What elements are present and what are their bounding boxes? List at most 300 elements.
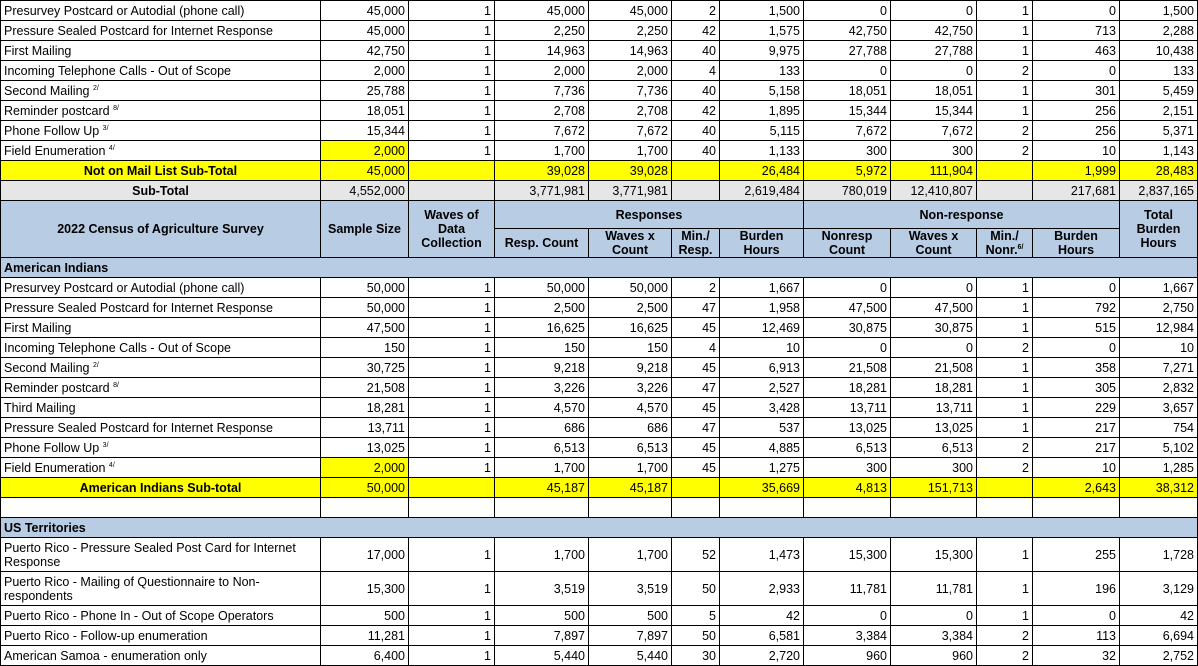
- row-label: [1, 458, 321, 478]
- row-label: [1, 538, 321, 572]
- cell: 2,000: [495, 61, 589, 81]
- table-row: [1, 141, 1198, 161]
- row-label: [1, 21, 321, 41]
- row-label-text: Reminder postcard: [4, 103, 114, 118]
- cell: 1: [409, 418, 495, 438]
- cell: 229: [1033, 398, 1120, 418]
- header-nonresp-count: Nonresp Count: [804, 229, 891, 258]
- table-row: [1, 378, 1198, 398]
- row-label: [1, 418, 321, 438]
- row-label: [1, 121, 321, 141]
- cell: 52: [672, 538, 720, 572]
- cell: [977, 478, 1033, 498]
- cell: 1: [409, 438, 495, 458]
- cell: 4,570: [589, 398, 672, 418]
- table-row: [1, 298, 1198, 318]
- row-label: [1, 61, 321, 81]
- cell: [409, 161, 495, 181]
- section-us-territories: [1, 518, 1198, 538]
- cell: 25,788: [321, 81, 409, 101]
- row-label: [1, 378, 321, 398]
- american-indians-subtotal-row: [1, 478, 1198, 498]
- blank-cell: [672, 498, 720, 518]
- footnote-ref: 8/: [113, 104, 119, 112]
- row-label: [1, 298, 321, 318]
- row-label: [1, 278, 321, 298]
- row-label-text: First Mailing: [4, 43, 72, 58]
- cell: 18,051: [321, 101, 409, 121]
- subtotal-row: [1, 181, 1198, 201]
- cell: 1: [409, 61, 495, 81]
- header-nonresponse: Non-response: [804, 201, 1120, 229]
- cell: 5,459: [1120, 81, 1198, 101]
- cell: 42,750: [804, 21, 891, 41]
- blank-cell: [720, 498, 804, 518]
- cell: 2,832: [1120, 378, 1198, 398]
- cell: 0: [804, 278, 891, 298]
- cell: 4,885: [720, 438, 804, 458]
- header-min-nonr: [977, 229, 1033, 258]
- cell: [409, 181, 495, 201]
- table-row: [1, 81, 1198, 101]
- cell: 50: [672, 572, 720, 606]
- cell: 42: [672, 101, 720, 121]
- cell: 42,750: [891, 21, 977, 41]
- cell: 13,711: [321, 418, 409, 438]
- cell: 5,102: [1120, 438, 1198, 458]
- cell: 3,657: [1120, 398, 1198, 418]
- cell: 2,000: [321, 141, 409, 161]
- cell: 1: [409, 81, 495, 101]
- cell: 4: [672, 61, 720, 81]
- cell: 13,025: [891, 418, 977, 438]
- row-label-text: Incoming Telephone Calls - Out of Scope: [4, 63, 231, 78]
- cell: 1,958: [720, 298, 804, 318]
- cell: 1: [409, 21, 495, 41]
- cell: 39,028: [589, 161, 672, 181]
- row-label: [1, 338, 321, 358]
- cell: 2,708: [589, 101, 672, 121]
- row-label: [1, 438, 321, 458]
- row-label: [1, 626, 321, 646]
- cell: 45: [672, 438, 720, 458]
- cell: 39,028: [495, 161, 589, 181]
- cell: 1: [409, 606, 495, 626]
- cell: 515: [1033, 318, 1120, 338]
- section-american-indians: [1, 258, 1198, 278]
- cell: 1,700: [589, 538, 672, 572]
- cell: 47: [672, 418, 720, 438]
- cell: 1: [977, 358, 1033, 378]
- cell: 2: [977, 646, 1033, 666]
- row-label: [1, 318, 321, 338]
- cell: 15,300: [804, 538, 891, 572]
- cell: 0: [891, 338, 977, 358]
- cell: 7,897: [589, 626, 672, 646]
- cell: 256: [1033, 121, 1120, 141]
- cell: 300: [804, 141, 891, 161]
- cell: 2,750: [1120, 298, 1198, 318]
- cell: 16,625: [495, 318, 589, 338]
- cell: 2,837,165: [1120, 181, 1198, 201]
- cell: 3,384: [804, 626, 891, 646]
- row-label-text: Pressure Sealed Postcard for Internet Response: [4, 23, 273, 38]
- cell: 256: [1033, 101, 1120, 121]
- us-territories-rows: [1, 538, 1198, 666]
- cell: 5,158: [720, 81, 804, 101]
- cell: 3,226: [495, 378, 589, 398]
- cell: 11,781: [804, 572, 891, 606]
- row-label-text: Puerto Rico - Mailing of Questionnaire to Non-respondents: [4, 574, 260, 603]
- cell: 45,000: [321, 1, 409, 21]
- cell: [409, 478, 495, 498]
- row-label: [1, 358, 321, 378]
- row-label-text: Puerto Rico - Follow-up enumeration: [4, 628, 208, 643]
- cell: 7,271: [1120, 358, 1198, 378]
- cell: 5,440: [495, 646, 589, 666]
- cell: 1,285: [1120, 458, 1198, 478]
- cell: 300: [891, 458, 977, 478]
- cell: 1,700: [589, 141, 672, 161]
- cell: 47: [672, 378, 720, 398]
- cell: 9,218: [495, 358, 589, 378]
- cell: 4,552,000: [321, 181, 409, 201]
- cell: 6,400: [321, 646, 409, 666]
- cell: 1: [977, 398, 1033, 418]
- cell: 21,508: [891, 358, 977, 378]
- row-label-text: Puerto Rico - Pressure Sealed Post Card for Internet Response: [4, 540, 296, 569]
- cell: 1,700: [495, 141, 589, 161]
- cell: 133: [720, 61, 804, 81]
- cell: 1: [409, 646, 495, 666]
- cell: 150: [495, 338, 589, 358]
- cell: 4,570: [495, 398, 589, 418]
- cell: 7,672: [891, 121, 977, 141]
- cell: 0: [891, 278, 977, 298]
- cell: 1,473: [720, 538, 804, 572]
- cell: 9,975: [720, 41, 804, 61]
- cell: 18,281: [891, 378, 977, 398]
- blank-cell: [804, 498, 891, 518]
- row-label-text: Phone Follow Up: [4, 440, 103, 455]
- cell: 45,000: [321, 161, 409, 181]
- cell: 1: [977, 538, 1033, 572]
- cell: 792: [1033, 298, 1120, 318]
- header-waves-x-count-2: Waves x Count: [891, 229, 977, 258]
- cell: 3,519: [495, 572, 589, 606]
- cell: 1: [977, 81, 1033, 101]
- row-label: Sub-Total: [1, 181, 321, 201]
- cell: 1,500: [720, 1, 804, 21]
- cell: 50,000: [321, 478, 409, 498]
- cell: 2: [977, 141, 1033, 161]
- row-label-text: Reminder postcard: [4, 380, 114, 395]
- cell: 305: [1033, 378, 1120, 398]
- cell: 151,713: [891, 478, 977, 498]
- cell: 0: [1033, 606, 1120, 626]
- cell: 2,619,484: [720, 181, 804, 201]
- row-label: [1, 141, 321, 161]
- cell: 0: [1033, 278, 1120, 298]
- cell: 50,000: [495, 278, 589, 298]
- cell: 47,500: [804, 298, 891, 318]
- cell: 1: [977, 606, 1033, 626]
- cell: 47: [672, 298, 720, 318]
- cell: 50: [672, 626, 720, 646]
- table-row: [1, 606, 1198, 626]
- cell: 2,500: [589, 298, 672, 318]
- cell: 30,725: [321, 358, 409, 378]
- cell: 113: [1033, 626, 1120, 646]
- header-waves: Waves of Data Collection: [409, 201, 495, 258]
- cell: 1,999: [1033, 161, 1120, 181]
- cell: 2,500: [495, 298, 589, 318]
- cell: 3,519: [589, 572, 672, 606]
- cell: 3,771,981: [589, 181, 672, 201]
- cell: 2: [977, 458, 1033, 478]
- cell: 1: [409, 278, 495, 298]
- row-label-text: Phone Follow Up: [4, 123, 103, 138]
- cell: 11,781: [891, 572, 977, 606]
- cell: 45,187: [495, 478, 589, 498]
- cell: 1: [409, 141, 495, 161]
- cell: 7,736: [495, 81, 589, 101]
- cell: 960: [891, 646, 977, 666]
- blank-cell: [321, 498, 409, 518]
- cell: 2: [977, 438, 1033, 458]
- table-row: [1, 21, 1198, 41]
- table-row: [1, 121, 1198, 141]
- cell: 27,788: [891, 41, 977, 61]
- cell: 50,000: [321, 278, 409, 298]
- cell: 1,575: [720, 21, 804, 41]
- cell: 6,513: [589, 438, 672, 458]
- cell: 5,371: [1120, 121, 1198, 141]
- cell: 0: [804, 61, 891, 81]
- cell: 42: [1120, 606, 1198, 626]
- cell: 15,344: [321, 121, 409, 141]
- cell: 42: [720, 606, 804, 626]
- cell: 1: [409, 41, 495, 61]
- cell: 2,527: [720, 378, 804, 398]
- cell: 42: [672, 21, 720, 41]
- cell: 45,000: [589, 1, 672, 21]
- cell: 1: [409, 458, 495, 478]
- cell: 1: [977, 278, 1033, 298]
- cell: 10: [1120, 338, 1198, 358]
- cell: 150: [589, 338, 672, 358]
- cell: 2: [977, 61, 1033, 81]
- blank-cell: [1120, 498, 1198, 518]
- cell: 1: [977, 21, 1033, 41]
- cell: 7,736: [589, 81, 672, 101]
- cell: 0: [891, 1, 977, 21]
- cell: 217: [1033, 438, 1120, 458]
- cell: 1: [977, 41, 1033, 61]
- cell: 40: [672, 41, 720, 61]
- cell: 18,051: [891, 81, 977, 101]
- cell: 21,508: [804, 358, 891, 378]
- cell: 2,151: [1120, 101, 1198, 121]
- cell: 45: [672, 318, 720, 338]
- cell: 2: [977, 338, 1033, 358]
- not-on-mail-subtotal-row: [1, 161, 1198, 181]
- row-label: [1, 572, 321, 606]
- cell: [672, 478, 720, 498]
- cell: 0: [891, 606, 977, 626]
- table-row: [1, 338, 1198, 358]
- header-burden-hours: Burden Hours: [720, 229, 804, 258]
- blank-cell: [1033, 498, 1120, 518]
- cell: [977, 181, 1033, 201]
- table-row: [1, 61, 1198, 81]
- cell: 300: [804, 458, 891, 478]
- cell: 15,344: [891, 101, 977, 121]
- cell: 15,344: [804, 101, 891, 121]
- table-row: [1, 318, 1198, 338]
- table-row: [1, 358, 1198, 378]
- cell: 45: [672, 458, 720, 478]
- cell: 1: [409, 378, 495, 398]
- cell: 3,771,981: [495, 181, 589, 201]
- row-label: [1, 1, 321, 21]
- blank-cell: [977, 498, 1033, 518]
- cell: 2,643: [1033, 478, 1120, 498]
- cell: 686: [589, 418, 672, 438]
- header-waves-x-count: Waves x Count: [589, 229, 672, 258]
- cell: 5,115: [720, 121, 804, 141]
- row-label-text: Pressure Sealed Postcard for Internet Response: [4, 300, 273, 315]
- section-title: US Territories: [1, 518, 1198, 538]
- footnote-ref: 2/: [92, 84, 99, 92]
- cell: 2,752: [1120, 646, 1198, 666]
- blank-cell: [891, 498, 977, 518]
- cell: 1: [409, 121, 495, 141]
- cell: 537: [720, 418, 804, 438]
- cell: 7,672: [804, 121, 891, 141]
- table-row: [1, 646, 1198, 666]
- cell: 1: [409, 538, 495, 572]
- row-label: [1, 101, 321, 121]
- cell: 217: [1033, 418, 1120, 438]
- row-label: [1, 81, 321, 101]
- footnote-ref: 6/: [1017, 243, 1024, 251]
- cell: 6,513: [891, 438, 977, 458]
- header-min-resp: Min./ Resp.: [672, 229, 720, 258]
- cell: 358: [1033, 358, 1120, 378]
- cell: 2,288: [1120, 21, 1198, 41]
- cell: 500: [321, 606, 409, 626]
- cell: 13,711: [804, 398, 891, 418]
- cell: 960: [804, 646, 891, 666]
- cell: 10,438: [1120, 41, 1198, 61]
- cell: 217,681: [1033, 181, 1120, 201]
- cell: 133: [1120, 61, 1198, 81]
- cell: 1,143: [1120, 141, 1198, 161]
- cell: 14,963: [589, 41, 672, 61]
- row-label-text: Puerto Rico - Phone In - Out of Scope Operators: [4, 608, 274, 623]
- cell: 45,187: [589, 478, 672, 498]
- footnote-ref: 4/: [108, 144, 115, 152]
- row-label-text: Third Mailing: [4, 400, 76, 415]
- cell: 30: [672, 646, 720, 666]
- cell: 47,500: [891, 298, 977, 318]
- row-label-text: Field Enumeration: [4, 143, 109, 158]
- table-row: [1, 398, 1198, 418]
- cell: 50,000: [321, 298, 409, 318]
- cell: 16,625: [589, 318, 672, 338]
- cell: 1,895: [720, 101, 804, 121]
- cell: 0: [804, 338, 891, 358]
- cell: 4: [672, 338, 720, 358]
- cell: 0: [804, 606, 891, 626]
- cell: 18,051: [804, 81, 891, 101]
- cell: 1,133: [720, 141, 804, 161]
- cell: 3,129: [1120, 572, 1198, 606]
- row-label: American Indians Sub-total: [1, 478, 321, 498]
- top-rows: [1, 1, 1198, 161]
- cell: 1: [409, 1, 495, 21]
- cell: 50,000: [589, 278, 672, 298]
- cell: 0: [804, 1, 891, 21]
- cell: 40: [672, 141, 720, 161]
- cell: 2,000: [589, 61, 672, 81]
- footnote-ref: 3/: [102, 124, 109, 132]
- header-sample-size: Sample Size: [321, 201, 409, 258]
- row-label-text: Incoming Telephone Calls - Out of Scope: [4, 340, 231, 355]
- cell: 2: [672, 1, 720, 21]
- table-row: [1, 41, 1198, 61]
- row-label: [1, 606, 321, 626]
- cell: 1: [977, 298, 1033, 318]
- table-row: [1, 438, 1198, 458]
- cell: 3,384: [891, 626, 977, 646]
- cell: 2,000: [321, 61, 409, 81]
- cell: 1: [409, 626, 495, 646]
- cell: 2,708: [495, 101, 589, 121]
- cell: 15,300: [891, 538, 977, 572]
- cell: 40: [672, 121, 720, 141]
- cell: 12,984: [1120, 318, 1198, 338]
- cell: 1: [977, 1, 1033, 21]
- footnote-ref: 4/: [108, 461, 115, 469]
- cell: 1: [977, 318, 1033, 338]
- cell: 2,720: [720, 646, 804, 666]
- cell: [977, 161, 1033, 181]
- cell: 6,581: [720, 626, 804, 646]
- cell: 27,788: [804, 41, 891, 61]
- cell: 1: [409, 298, 495, 318]
- footnote-ref: 3/: [102, 441, 109, 449]
- cell: 1: [977, 418, 1033, 438]
- cell: 196: [1033, 572, 1120, 606]
- cell: 13,025: [804, 418, 891, 438]
- cell: 45: [672, 398, 720, 418]
- cell: 17,000: [321, 538, 409, 572]
- cell: [672, 161, 720, 181]
- cell: 6,913: [720, 358, 804, 378]
- cell: 30,875: [891, 318, 977, 338]
- blank-cell: [589, 498, 672, 518]
- cell: 300: [891, 141, 977, 161]
- cell: 1,667: [1120, 278, 1198, 298]
- row-label-text: Presurvey Postcard or Autodial (phone call): [4, 3, 245, 18]
- cell: 1: [409, 101, 495, 121]
- footnote-ref: 2/: [92, 361, 99, 369]
- cell: 5: [672, 606, 720, 626]
- cell: 2: [672, 278, 720, 298]
- cell: 1,667: [720, 278, 804, 298]
